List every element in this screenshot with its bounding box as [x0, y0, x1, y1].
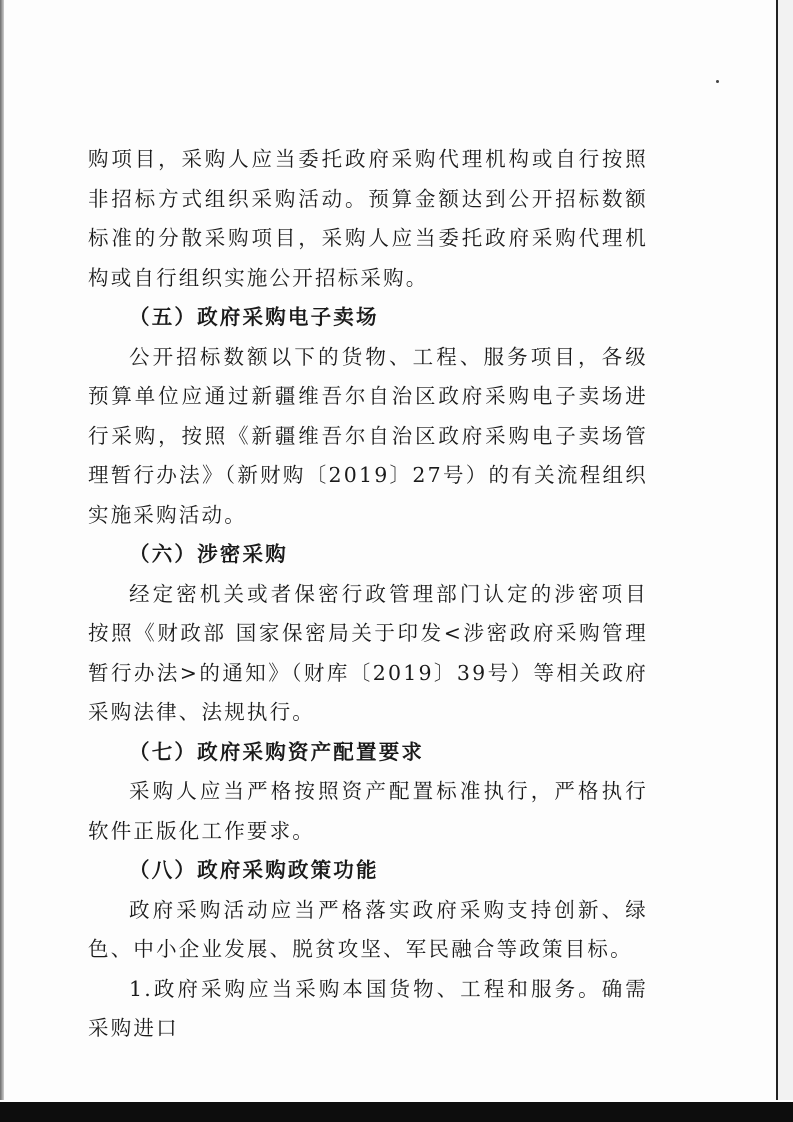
- paragraph-item-1: 1.政府采购应当采购本国货物、工程和服务。确需采购进口: [88, 976, 648, 1040]
- scan-bottom-bar: [0, 1102, 793, 1122]
- paragraph-section-7: 采购人应当严格按照资产配置标准执行，严格执行软件正版化工作要求。: [88, 779, 648, 843]
- section-heading-7: （七）政府采购资产配置要求: [129, 739, 425, 764]
- paragraph-section-8: 政府采购活动应当严格落实政府采购支持创新、绿色、中小企业发展、脱贫攻坚、军民融合等政策目标。: [88, 897, 648, 961]
- scan-right-edge: [776, 0, 793, 1100]
- section-heading-8: （八）政府采购政策功能: [129, 858, 379, 882]
- section-heading-5: （五）政府采购电子卖场: [129, 305, 379, 329]
- section-heading-6: （六）涉密采购: [129, 542, 288, 566]
- paragraph-continuation: 购项目，采购人应当委托政府采购代理机构或自行按照非招标方式组织采购活动。预算金额达到公开招标数额标准的分散采购项目，采购人应当委托政府采购代理机构或自行组织实施公开招标采购。: [88, 147, 648, 290]
- paragraph-section-5: 公开招标数额以下的货物、工程、服务项目，各级预算单位应通过新疆维吾尔自治区政府采购电子卖场进行采购，按照《新疆维吾尔自治区政府采购电子卖场管理暂行办法》（新财购〔2019〕27号）的有关流程组织实施采购活动。: [88, 344, 648, 527]
- paragraph-section-6: 经定密机关或者保密行政管理部门认定的涉密项目按照《财政部 国家保密局关于印发<涉密政府采购管理暂行办法>的通知》（财库〔2019〕39号）等相关政府采购法律、法规执行。: [88, 581, 648, 724]
- scan-left-edge: [0, 0, 4, 1100]
- scan-speck: [716, 80, 719, 83]
- document-body: [88, 140, 648, 1049]
